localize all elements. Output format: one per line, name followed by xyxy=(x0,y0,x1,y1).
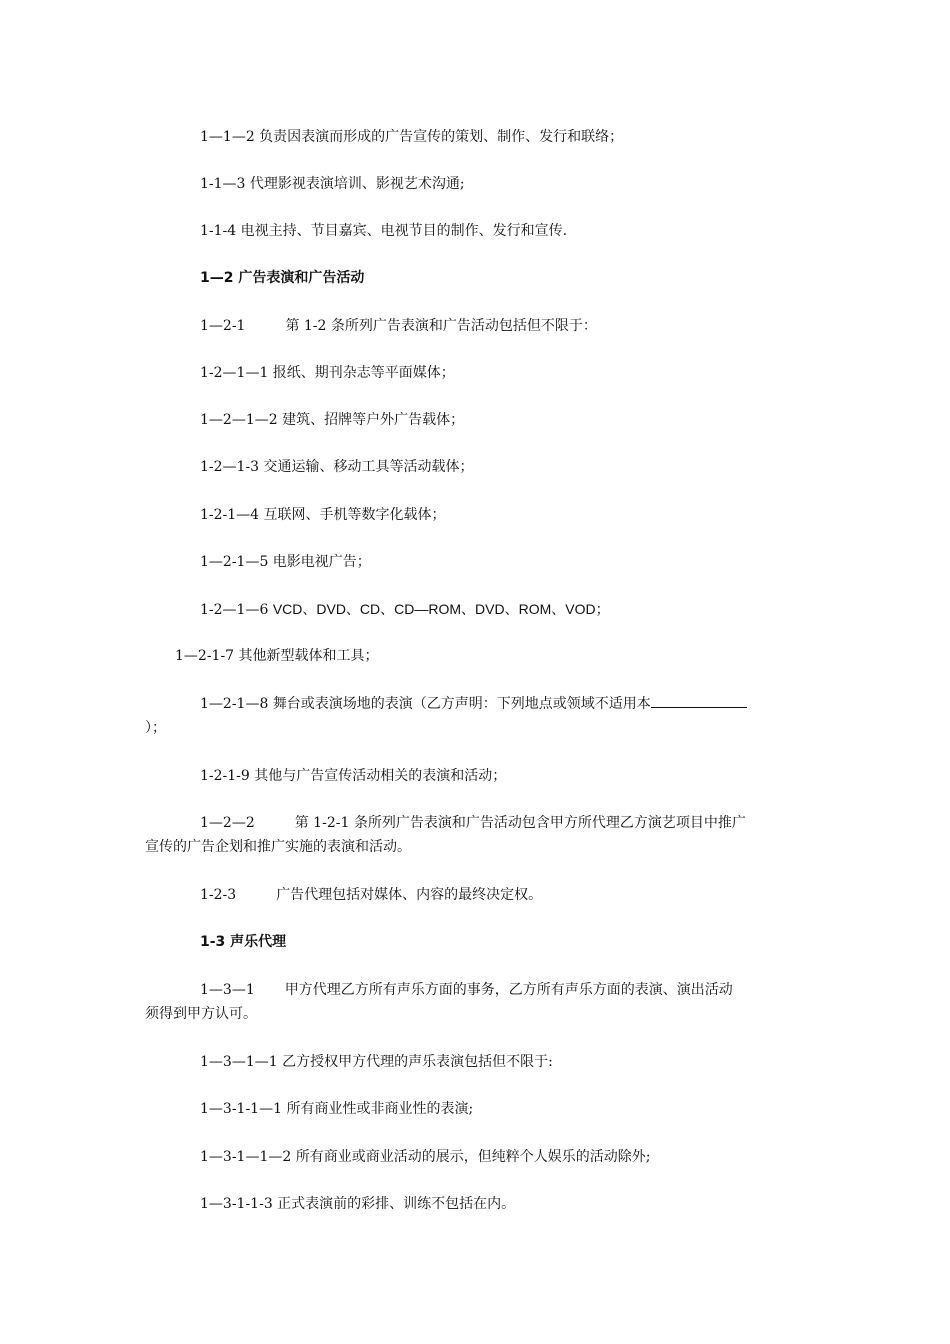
paragraph-1-2-1-6 xyxy=(200,597,610,622)
paragraph-1-2-3 xyxy=(200,883,542,907)
media-formats: VCD、DVD、CD、CD—ROM、DVD、ROM、VOD； xyxy=(272,601,610,617)
paragraph-number: 1—2—2 xyxy=(200,815,255,831)
paragraph-1-2-1-9: 1-2-1-9 其他与广告宣传活动相关的表演和活动； xyxy=(200,768,507,784)
paragraph-1-3-1 xyxy=(200,978,733,1002)
paragraph-1-2-1-5: 1—2-1—5 电影电视广告； xyxy=(200,554,371,570)
paragraph-1-3-1-1-1: 1—3-1-1—1 所有商业性或非商业性的表演; xyxy=(200,1101,474,1117)
paragraph-1-1-3: 1-1—3 代理影视表演培训、影视艺术沟通; xyxy=(200,176,465,192)
paragraph-text: 甲方代理乙方所有声乐方面的事务，乙方所有声乐方面的表演、演出活动 xyxy=(284,982,733,998)
paragraph-1-2-1-3: 1-2—1-3 交通运输、移动工具等活动载体； xyxy=(200,459,474,475)
paragraph-1-2-1-8-continuation: ）； xyxy=(145,720,166,736)
paragraph-1-2-1-4: 1-2-1—4 互联网、手机等数字化载体； xyxy=(200,507,446,523)
paragraph-1-1-2: 1—1—2 负责因表演而形成的广告宣传的策划、制作、发行和联络； xyxy=(200,129,624,145)
paragraph-1-2-1-8 xyxy=(200,692,747,716)
paragraph-1-2-1-2: 1—2—1—2 建筑、招牌等户外广告载体； xyxy=(200,412,465,428)
paragraph-text: 第 1-2-1 条所列广告表演和广告活动包含甲方所代理乙方演艺项目中推广 xyxy=(294,815,746,831)
paragraph-text: 第 1-2 条所列广告表演和广告活动包括但不限于： xyxy=(285,318,597,334)
paragraph-number: 1—3—1 xyxy=(200,982,255,998)
section-heading-1-2: 1—2 广告表演和广告活动 xyxy=(200,270,365,286)
fill-in-blank[interactable] xyxy=(651,693,747,708)
paragraph-text: 广告代理包括对媒体、内容的最终决定权。 xyxy=(276,887,543,903)
paragraph-1-3-1-1-3: 1—3-1-1-3 正式表演前的彩排、训练不包括在内。 xyxy=(200,1196,516,1212)
paragraph-1-2-1 xyxy=(200,314,597,338)
paragraph-number: 1—2-1 xyxy=(200,318,246,334)
paragraph-1-1-4: 1-1-4 电视主持、节目嘉宾、电视节目的制作、发行和宣传. xyxy=(200,223,568,239)
paragraph-number: 1-2—1—6 xyxy=(200,602,273,618)
paragraph-1-3-1-1: 1—3—1—1 乙方授权甲方代理的声乐表演包括但不限于: xyxy=(200,1054,553,1070)
paragraph-1-2-2-continuation: 宣传的广告企划和推广实施的表演和活动。 xyxy=(145,839,411,855)
paragraph-1-2-1-7: 1—2-1-7 其他新型载体和工具； xyxy=(175,648,379,664)
paragraph-text: 1—2-1—8 舞台或表演场地的表演（乙方声明：下列地点或领域不适用本 xyxy=(200,696,651,712)
paragraph-1-2-2 xyxy=(200,811,746,835)
paragraph-number: 1-2-3 xyxy=(200,887,237,903)
section-heading-1-3: 1-3 声乐代理 xyxy=(200,934,287,950)
paragraph-1-2-1-1: 1-2—1—1 报纸、期刊杂志等平面媒体； xyxy=(200,365,455,381)
paragraph-1-3-1-continuation: 须得到甲方认可。 xyxy=(145,1006,257,1022)
paragraph-1-3-1-1-2: 1—3-1—1—2 所有商业或商业活动的展示，但纯粹个人娱乐的活动除外; xyxy=(200,1149,651,1165)
